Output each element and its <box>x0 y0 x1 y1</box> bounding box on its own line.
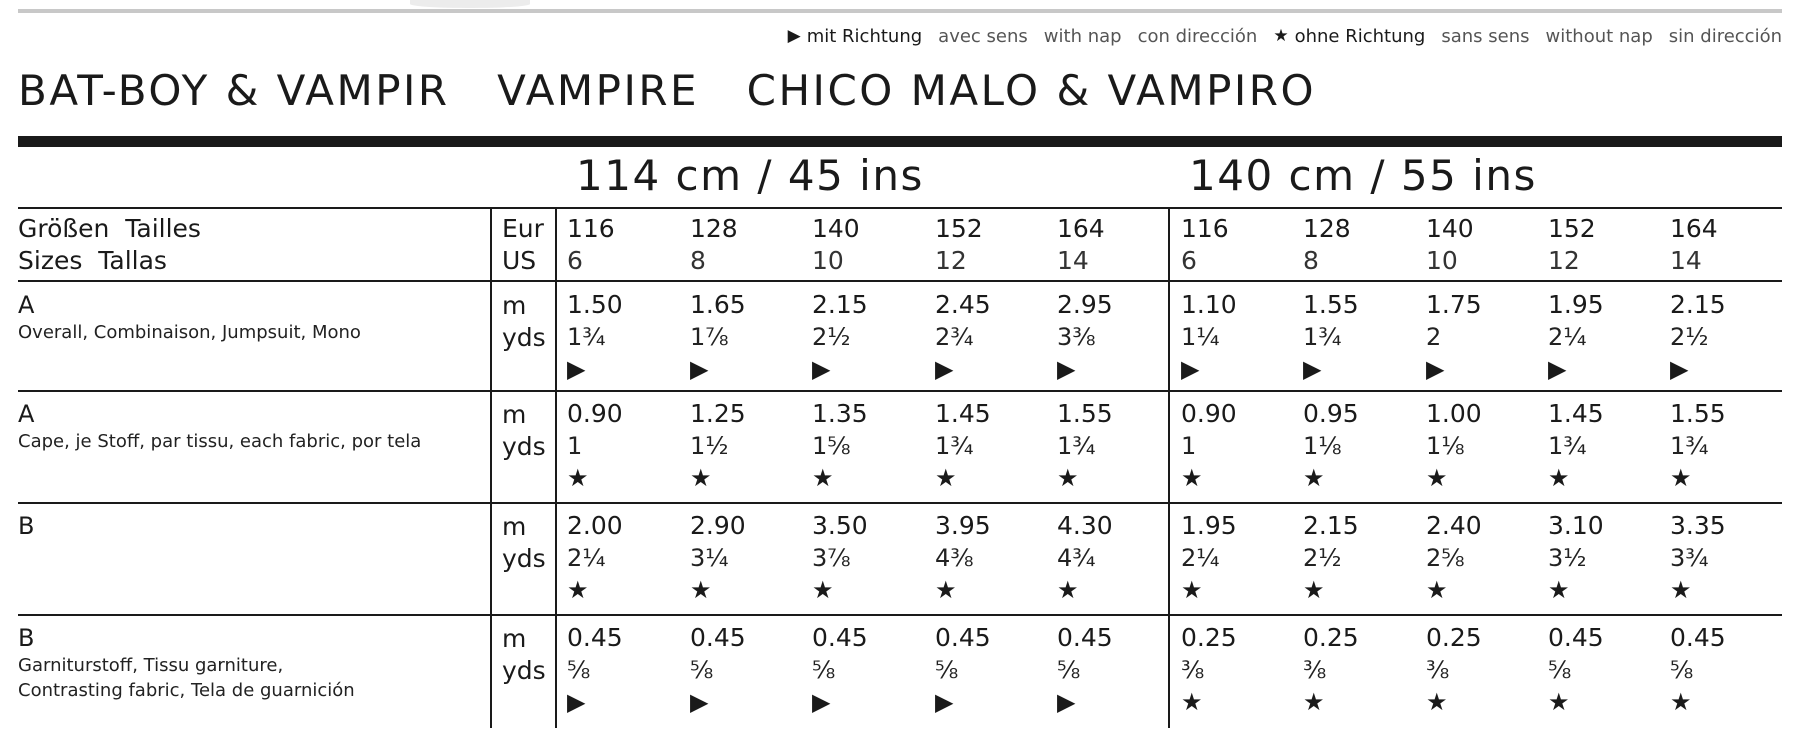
value-yards: ⅝ <box>690 656 714 684</box>
nap-mark-icon: ★ <box>1670 688 1692 716</box>
nap-mark-icon: ★ <box>690 576 712 604</box>
row-view-code: B <box>18 624 35 652</box>
table-rule-row-3 <box>18 614 1782 616</box>
nap-mark-icon: ★ <box>1548 688 1570 716</box>
size-eur: 140 <box>1426 214 1474 243</box>
size-column-1 <box>567 213 677 277</box>
row-units <box>502 623 546 687</box>
value-meters: 2.00 <box>567 511 623 540</box>
size-eur: 152 <box>1548 214 1596 243</box>
size-us: 10 <box>1426 246 1458 275</box>
nap-mark-icon: ★ <box>1181 688 1203 716</box>
value-yards: 1 <box>567 432 583 460</box>
value-meters: 1.65 <box>690 290 746 319</box>
row-view-code: A <box>18 400 35 428</box>
size-column-6 <box>1181 213 1291 277</box>
value-meters: 1.35 <box>812 399 868 428</box>
yardage-cell <box>935 623 1045 715</box>
nap-mark-icon: ▶ <box>935 688 954 716</box>
value-yards: ⅝ <box>1548 656 1572 684</box>
nap-mark-icon: ★ <box>812 464 834 492</box>
yardage-cell <box>690 290 800 382</box>
without-nap-star-icon: ★ <box>1273 26 1289 46</box>
value-meters: 1.95 <box>1181 511 1237 540</box>
value-meters: 1.55 <box>1303 290 1359 319</box>
value-yards: 2¼ <box>1548 323 1587 351</box>
pattern-title: BAT-BOY & VAMPIR VAMPIRE CHICO MALO & VAMPIRO <box>18 66 1317 115</box>
value-meters: 0.25 <box>1303 623 1359 652</box>
size-us: 14 <box>1057 246 1089 275</box>
value-yards: 1 <box>1181 432 1197 460</box>
nap-mark-icon: ▶ <box>567 355 586 383</box>
table-column-divider-labels <box>490 207 492 728</box>
size-eur: 164 <box>1670 214 1718 243</box>
nap-mark-icon: ★ <box>1057 464 1079 492</box>
value-meters: 0.45 <box>690 623 746 652</box>
value-meters: 2.15 <box>1303 511 1359 540</box>
table-rule-header-top <box>18 207 1782 209</box>
value-meters: 0.45 <box>567 623 623 652</box>
row-description: Overall, Combinaison, Jumpsuit, Mono <box>18 322 361 343</box>
value-yards: 1¾ <box>567 323 606 351</box>
nap-mark-icon: ★ <box>1670 576 1692 604</box>
size-eur: 128 <box>690 214 738 243</box>
value-yards: 3⅞ <box>812 544 851 572</box>
table-rule-header-bottom <box>18 280 1782 282</box>
value-meters: 1.75 <box>1426 290 1482 319</box>
nap-mark-icon: ★ <box>1181 576 1203 604</box>
value-yards: 1½ <box>690 432 729 460</box>
value-meters: 0.45 <box>1670 623 1726 652</box>
nap-mark-icon: ▶ <box>1057 688 1076 716</box>
value-yards: 1¾ <box>1303 323 1342 351</box>
value-yards: 2½ <box>1303 544 1342 572</box>
value-yards: 3¼ <box>690 544 729 572</box>
nap-mark-icon: ▶ <box>935 355 954 383</box>
nap-mark-icon: ▶ <box>1426 355 1445 383</box>
yardage-cell <box>690 511 800 603</box>
size-eur: 152 <box>935 214 983 243</box>
unit-meters: m <box>502 291 527 320</box>
value-yards: 2½ <box>812 323 851 351</box>
size-us: 10 <box>812 246 844 275</box>
nap-mark-icon: ★ <box>935 576 957 604</box>
nap-mark-icon: ★ <box>1303 576 1325 604</box>
value-yards: 1¾ <box>1057 432 1096 460</box>
legend-without-nap-fr: sans sens <box>1441 25 1530 47</box>
value-meters: 1.55 <box>1057 399 1113 428</box>
value-meters: 0.90 <box>1181 399 1237 428</box>
nap-mark-icon: ★ <box>1303 464 1325 492</box>
size-us: 14 <box>1670 246 1702 275</box>
value-yards: 1⅛ <box>1303 432 1342 460</box>
size-column-8 <box>1426 213 1536 277</box>
yardage-cell <box>935 511 1045 603</box>
yardage-cell <box>567 399 677 491</box>
value-yards: 1¾ <box>935 432 974 460</box>
title-thick-rule <box>18 136 1782 147</box>
value-meters: 3.10 <box>1548 511 1604 540</box>
value-meters: 0.95 <box>1303 399 1359 428</box>
value-yards: ⅝ <box>567 656 591 684</box>
nap-mark-icon: ▶ <box>1057 355 1076 383</box>
nap-mark-icon: ▶ <box>812 355 831 383</box>
value-yards: 1⅛ <box>1426 432 1465 460</box>
value-meters: 1.45 <box>1548 399 1604 428</box>
value-meters: 1.45 <box>935 399 991 428</box>
value-meters: 0.45 <box>1057 623 1113 652</box>
value-yards: 4⅜ <box>935 544 974 572</box>
size-us: 8 <box>690 246 706 275</box>
value-meters: 4.30 <box>1057 511 1113 540</box>
nap-mark-icon: ▶ <box>1548 355 1567 383</box>
value-meters: 3.95 <box>935 511 991 540</box>
row-view-code: A <box>18 291 35 319</box>
size-column-4 <box>935 213 1045 277</box>
value-yards: 1¼ <box>1181 323 1220 351</box>
fabric-width-140: 140 cm / 55 ins <box>1189 151 1537 200</box>
size-unit-us: US <box>502 246 537 275</box>
size-column-10 <box>1670 213 1780 277</box>
size-eur: 140 <box>812 214 860 243</box>
yardage-cell <box>812 511 922 603</box>
value-meters: 0.45 <box>1548 623 1604 652</box>
yardage-cell <box>935 399 1045 491</box>
value-yards: 2½ <box>1670 323 1709 351</box>
nap-mark-icon: ▶ <box>690 688 709 716</box>
value-meters: 1.10 <box>1181 290 1237 319</box>
size-units <box>502 213 544 277</box>
nap-mark-icon: ★ <box>1303 688 1325 716</box>
size-eur: 128 <box>1303 214 1351 243</box>
nap-mark-icon: ★ <box>1548 576 1570 604</box>
legend-with-nap-fr: avec sens <box>938 25 1028 47</box>
yardage-cell <box>1670 290 1780 382</box>
yardage-cell <box>690 623 800 715</box>
size-us: 8 <box>1303 246 1319 275</box>
table-column-divider-widths <box>1168 207 1170 728</box>
value-meters: 2.40 <box>1426 511 1482 540</box>
yardage-cell <box>1548 399 1658 491</box>
nap-mark-icon: ▶ <box>1181 355 1200 383</box>
yardage-cell <box>1303 623 1413 715</box>
yardage-cell <box>1670 399 1780 491</box>
nap-mark-icon: ★ <box>1181 464 1203 492</box>
nap-mark-icon: ★ <box>1057 576 1079 604</box>
yardage-cell <box>1181 399 1291 491</box>
value-yards: 4¾ <box>1057 544 1096 572</box>
row-description: Contrasting fabric, Tela de guarnición <box>18 680 355 701</box>
unit-yards: yds <box>502 323 546 352</box>
legend-without-nap-en: without nap <box>1545 25 1653 47</box>
row-description: Garniturstoff, Tissu garniture, <box>18 655 284 676</box>
yardage-cell <box>1057 623 1167 715</box>
row-description: Cape, je Stoff, par tissu, each fabric, por tela <box>18 431 422 452</box>
size-column-3 <box>812 213 922 277</box>
sizes-label-line-2: Sizes Tallas <box>18 246 167 275</box>
nap-mark-icon: ★ <box>690 464 712 492</box>
value-yards: ⅝ <box>812 656 836 684</box>
fabric-width-114: 114 cm / 45 ins <box>576 151 924 200</box>
value-yards: 1¾ <box>1670 432 1709 460</box>
nap-mark-icon: ★ <box>935 464 957 492</box>
nap-mark-icon: ★ <box>567 576 589 604</box>
value-meters: 0.45 <box>935 623 991 652</box>
row-units <box>502 399 546 463</box>
value-meters: 1.50 <box>567 290 623 319</box>
nap-legend <box>788 24 1782 48</box>
value-meters: 0.45 <box>812 623 868 652</box>
yardage-cell <box>1426 399 1536 491</box>
unit-yards: yds <box>502 656 546 685</box>
size-eur: 164 <box>1057 214 1105 243</box>
legend-with-nap-es: con dirección <box>1137 25 1258 47</box>
value-meters: 2.45 <box>935 290 991 319</box>
nap-mark-icon: ★ <box>1426 464 1448 492</box>
yardage-cell <box>1057 399 1167 491</box>
size-eur: 116 <box>1181 214 1229 243</box>
value-meters: 2.15 <box>1670 290 1726 319</box>
yardage-cell <box>1548 511 1658 603</box>
yardage-cell <box>1670 623 1780 715</box>
yardage-cell <box>1303 290 1413 382</box>
value-yards: 1⅝ <box>812 432 851 460</box>
value-yards: 2⅝ <box>1426 544 1465 572</box>
value-meters: 3.35 <box>1670 511 1726 540</box>
nap-mark-icon: ★ <box>1426 576 1448 604</box>
value-yards: ⅝ <box>935 656 959 684</box>
value-meters: 0.25 <box>1426 623 1482 652</box>
nap-mark-icon: ▶ <box>1303 355 1322 383</box>
value-yards: 1⅞ <box>690 323 729 351</box>
size-column-5 <box>1057 213 1167 277</box>
unit-meters: m <box>502 512 527 541</box>
yardage-cell <box>1181 290 1291 382</box>
yardage-cell <box>1426 290 1536 382</box>
scan-smudge <box>410 0 530 8</box>
row-units <box>502 511 546 575</box>
unit-yards: yds <box>502 544 546 573</box>
size-unit-eur: Eur <box>502 214 544 243</box>
value-yards: 3⅜ <box>1057 323 1096 351</box>
value-yards: 2¼ <box>1181 544 1220 572</box>
yardage-cell <box>1303 399 1413 491</box>
value-meters: 2.15 <box>812 290 868 319</box>
value-meters: 0.25 <box>1181 623 1237 652</box>
yardage-cell <box>1426 623 1536 715</box>
yardage-cell <box>1057 290 1167 382</box>
nap-mark-icon: ▶ <box>690 355 709 383</box>
table-rule-row-1 <box>18 390 1782 392</box>
legend-without-nap-de: ohne Richtung <box>1294 25 1426 47</box>
value-yards: ⅜ <box>1181 656 1205 684</box>
value-meters: 2.90 <box>690 511 746 540</box>
value-yards: ⅝ <box>1057 656 1081 684</box>
nap-mark-icon: ▶ <box>1670 355 1689 383</box>
size-us: 6 <box>1181 246 1197 275</box>
row-units <box>502 290 546 354</box>
value-meters: 2.95 <box>1057 290 1113 319</box>
value-yards: 3½ <box>1548 544 1587 572</box>
value-yards: 3¾ <box>1670 544 1709 572</box>
legend-with-nap-de: mit Richtung <box>806 25 923 47</box>
value-yards: 2¾ <box>935 323 974 351</box>
size-column-9 <box>1548 213 1658 277</box>
nap-mark-icon: ★ <box>1670 464 1692 492</box>
size-eur: 116 <box>567 214 615 243</box>
yardage-cell <box>1426 511 1536 603</box>
size-us: 6 <box>567 246 583 275</box>
sizes-label <box>18 213 201 277</box>
yardage-cell <box>567 623 677 715</box>
yardage-cell <box>1548 290 1658 382</box>
unit-meters: m <box>502 400 527 429</box>
size-column-7 <box>1303 213 1413 277</box>
value-meters: 1.95 <box>1548 290 1604 319</box>
yardage-cell <box>1181 511 1291 603</box>
yardage-cell <box>812 290 922 382</box>
yardage-cell <box>1181 623 1291 715</box>
value-yards: 2¼ <box>567 544 606 572</box>
nap-mark-icon: ★ <box>1548 464 1570 492</box>
yardage-cell <box>1057 511 1167 603</box>
value-meters: 0.90 <box>567 399 623 428</box>
nap-mark-icon: ★ <box>567 464 589 492</box>
value-yards: ⅝ <box>1670 656 1694 684</box>
value-meters: 1.25 <box>690 399 746 428</box>
yardage-cell <box>1670 511 1780 603</box>
size-us: 12 <box>1548 246 1580 275</box>
value-meters: 3.50 <box>812 511 868 540</box>
value-meters: 1.00 <box>1426 399 1482 428</box>
row-view-code: B <box>18 512 35 540</box>
yardage-cell <box>1303 511 1413 603</box>
yardage-cell <box>567 290 677 382</box>
yardage-cell <box>690 399 800 491</box>
nap-mark-icon: ★ <box>1426 688 1448 716</box>
value-yards: 1¾ <box>1548 432 1587 460</box>
value-yards: 2 <box>1426 323 1442 351</box>
nap-mark-icon: ★ <box>812 576 834 604</box>
yardage-cell <box>1548 623 1658 715</box>
table-rule-row-2 <box>18 502 1782 504</box>
legend-with-nap-en: with nap <box>1043 25 1122 47</box>
value-yards: ⅜ <box>1426 656 1450 684</box>
yardage-cell <box>567 511 677 603</box>
with-nap-triangle-icon: ▶ <box>787 26 801 46</box>
size-us: 12 <box>935 246 967 275</box>
value-meters: 1.55 <box>1670 399 1726 428</box>
legend-without-nap-es: sin dirección <box>1668 25 1782 47</box>
unit-meters: m <box>502 624 527 653</box>
value-yards: ⅜ <box>1303 656 1327 684</box>
nap-mark-icon: ▶ <box>567 688 586 716</box>
yardage-cell <box>812 623 922 715</box>
nap-mark-icon: ▶ <box>812 688 831 716</box>
yardage-cell <box>935 290 1045 382</box>
unit-yards: yds <box>502 432 546 461</box>
table-column-divider-units <box>555 207 557 728</box>
yardage-cell <box>812 399 922 491</box>
size-column-2 <box>690 213 800 277</box>
sizes-label-line-1: Größen Tailles <box>18 214 201 243</box>
top-gray-rule <box>18 9 1782 13</box>
